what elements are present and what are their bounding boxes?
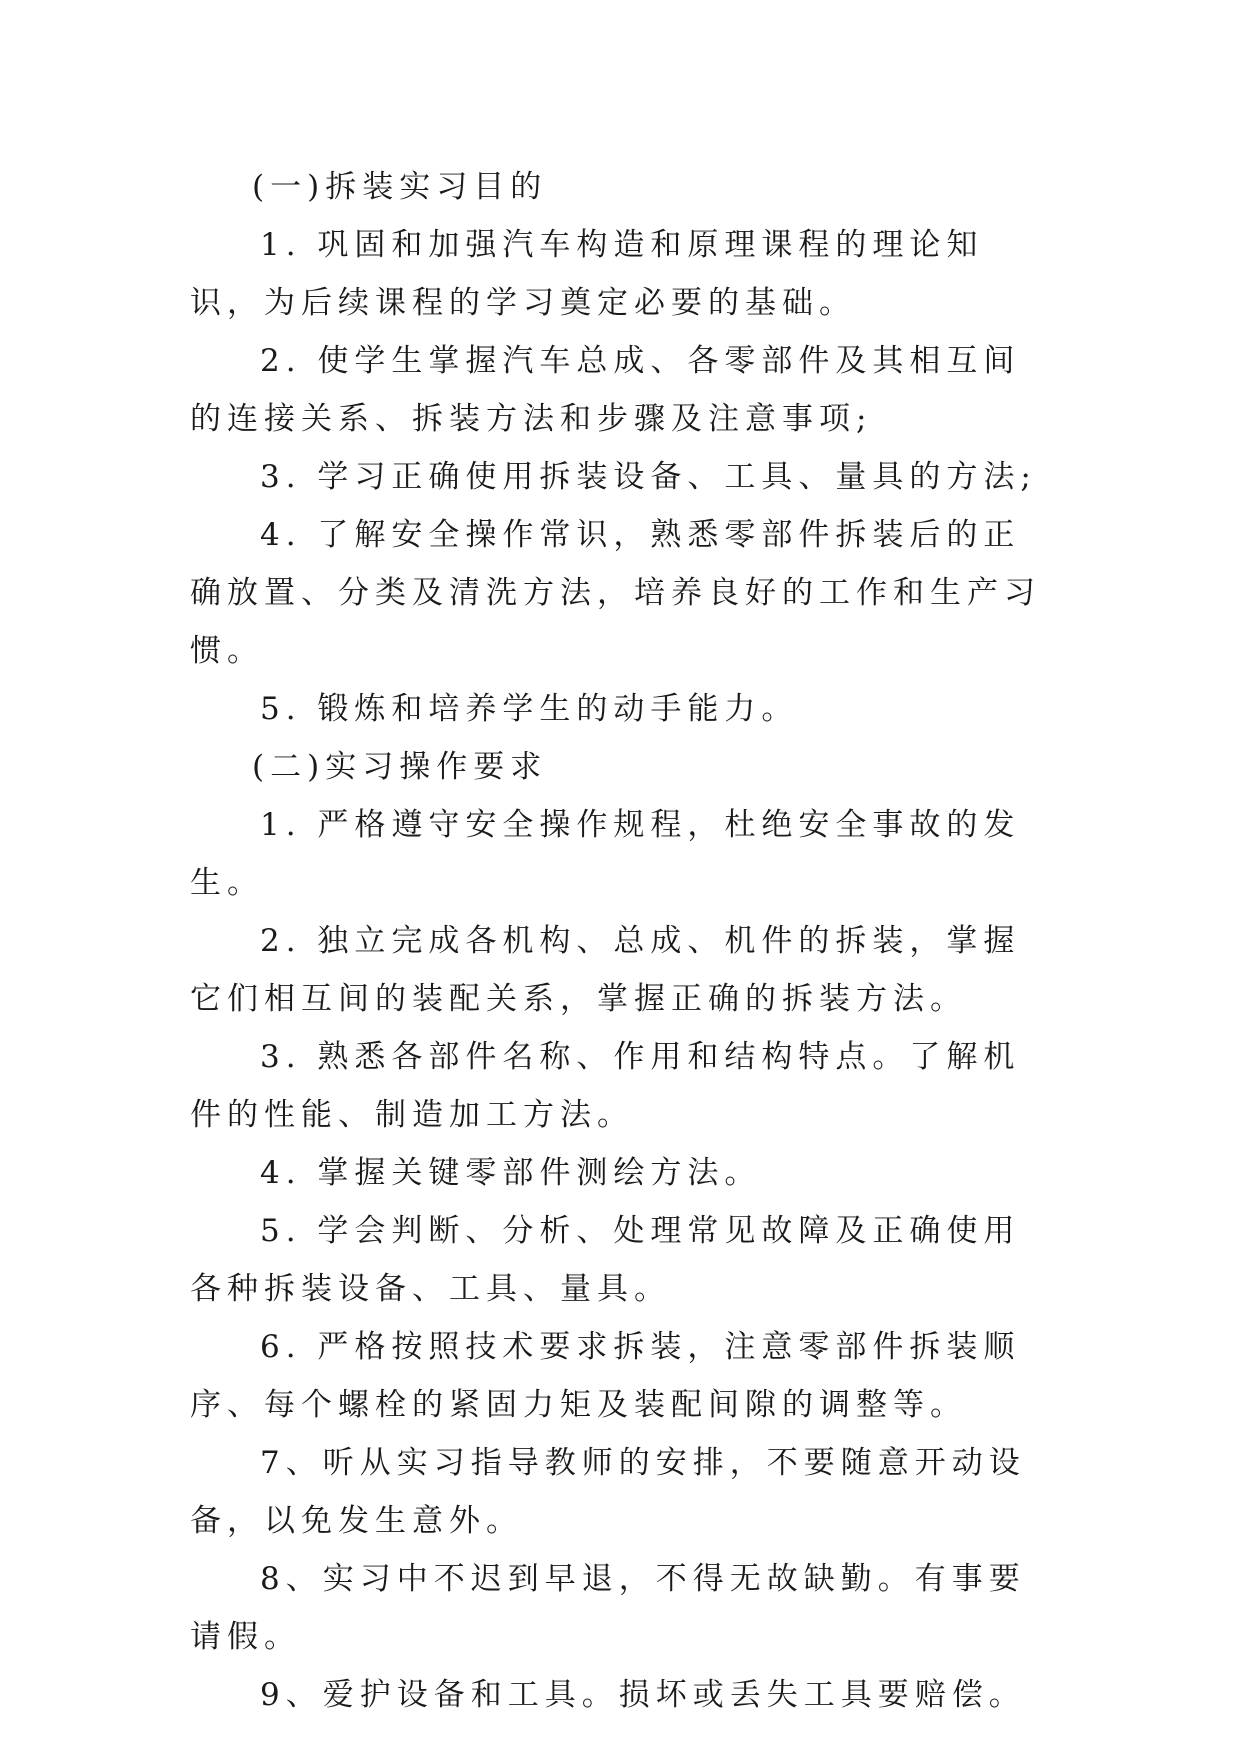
list-item: 7、听从实习指导教师的安排，不要随意开动设备，以免发生意外。 <box>190 1445 1026 1539</box>
list-item: 5. 学会判断、分析、处理常见故障及正确使用各种拆装设备、工具、量具。 <box>190 1213 1021 1307</box>
list-item: 1. 严格遵守安全操作规程，杜绝安全事故的发生。 <box>190 807 1021 901</box>
list-item: 9、爱护设备和工具。损坏或丢失工具要赔偿。 <box>260 1677 1026 1713</box>
list-item: 6. 严格按照技术要求拆装，注意零部件拆装顺序、每个螺栓的紧固力矩及装配间隙的调整等。 <box>190 1329 1021 1423</box>
list-item: 3. 熟悉各部件名称、作用和结构特点。了解机件的性能、制造加工方法。 <box>190 1039 1021 1133</box>
list-item: 3. 学习正确使用拆装设备、工具、量具的方法; <box>260 459 1037 495</box>
section-heading-1: (一)拆装实习目的 <box>252 169 548 205</box>
list-item: 4. 了解安全操作常识，熟悉零部件拆装后的正确放置、分类及清洗方法，培养良好的工作和生产习惯。 <box>190 517 1041 669</box>
list-item: 2. 使学生掌握汽车总成、各零部件及其相互间的连接关系、拆装方法和步骤及注意事项; <box>190 343 1021 437</box>
list-item: 1. 巩固和加强汽车构造和原理课程的理论知识，为后续课程的学习奠定必要的基础。 <box>190 227 984 321</box>
list-item: 2. 独立完成各机构、总成、机件的拆装，掌握它们相互间的装配关系，掌握正确的拆装方法。 <box>190 923 1021 1017</box>
list-item: 4. 掌握关键零部件测绘方法。 <box>260 1155 762 1191</box>
section-heading-2: (二)实习操作要求 <box>252 749 548 785</box>
document-body <box>190 158 1050 1724</box>
list-item: 5. 锻炼和培养学生的动手能力。 <box>260 691 799 727</box>
list-item: 8、实习中不迟到早退，不得无故缺勤。有事要请假。 <box>190 1561 1026 1655</box>
